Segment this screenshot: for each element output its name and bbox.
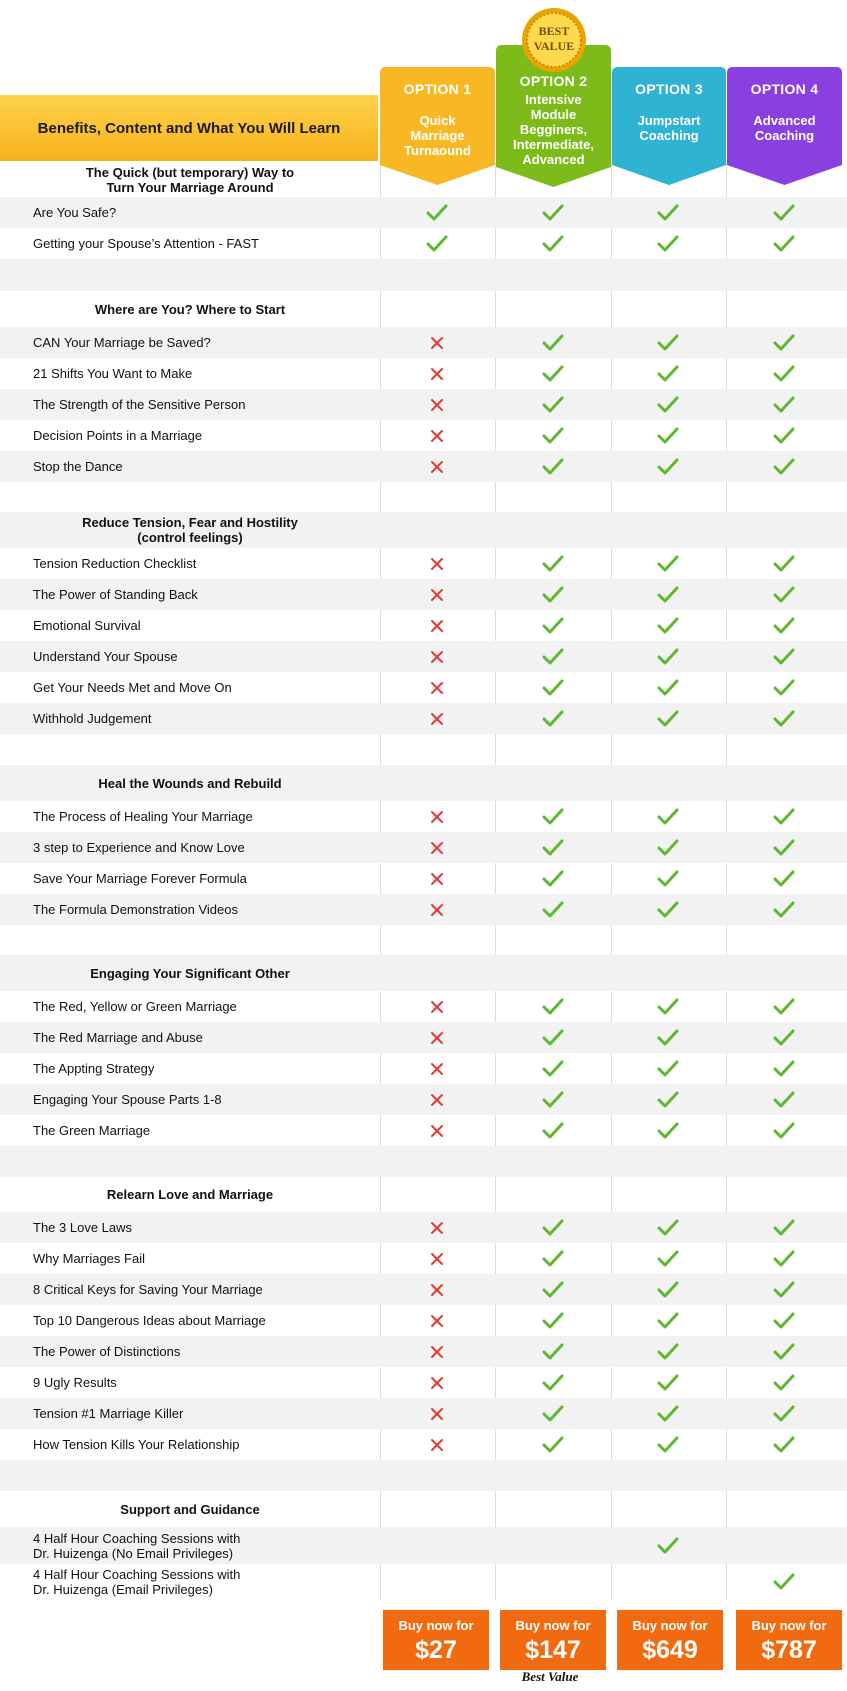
check-icon [523, 801, 583, 832]
label-line: Heal the Wounds and Rebuild [98, 775, 282, 791]
label-line: Turn Your Marriage Around [106, 179, 274, 195]
check-icon [754, 1274, 814, 1305]
buy-option-1-button[interactable] [383, 1610, 489, 1670]
label-line: Stop the Dance [33, 459, 123, 474]
option-title: OPTION 2 [519, 73, 588, 89]
buy-option-2-button[interactable] [500, 1610, 606, 1670]
feature-row [0, 801, 847, 832]
feature-label [33, 451, 123, 482]
label-line: The Quick (but temporary) Way to [85, 164, 295, 180]
label-line: 21 Shifts You Want to Make [33, 366, 193, 381]
feature-label [33, 548, 196, 579]
feature-row [0, 548, 847, 579]
check-icon [638, 1115, 698, 1146]
check-icon [754, 1115, 814, 1146]
best-value-badge [521, 7, 587, 73]
label-line: The Formula Demonstration Videos [33, 902, 238, 917]
check-icon [754, 863, 814, 894]
check-icon [638, 1243, 698, 1274]
feature-row [0, 641, 847, 672]
label-line: The Red, Yellow or Green Marriage [33, 999, 237, 1014]
cross-icon [407, 327, 467, 358]
option-title: OPTION 3 [635, 81, 703, 97]
spacer-row [0, 734, 847, 765]
check-icon [638, 1398, 698, 1429]
feature-row [0, 1022, 847, 1053]
feature-label [33, 672, 232, 703]
cross-icon [407, 389, 467, 420]
check-icon [523, 197, 583, 228]
check-icon [523, 389, 583, 420]
feature-row [0, 1115, 847, 1146]
check-icon [638, 358, 698, 389]
check-icon [638, 801, 698, 832]
check-icon [523, 1212, 583, 1243]
check-icon [638, 863, 698, 894]
check-icon [754, 1053, 814, 1084]
option-title: OPTION 1 [403, 81, 472, 97]
cross-icon [407, 1274, 467, 1305]
buy-label: Buy now for [515, 1618, 591, 1633]
label-line: Dr. Huizenga (Email Privileges) [33, 1582, 213, 1597]
cross-icon [407, 1367, 467, 1398]
check-icon [523, 672, 583, 703]
feature-row [0, 1053, 847, 1084]
feature-label [33, 1022, 203, 1053]
label-line: The Power of Standing Back [33, 587, 198, 602]
check-icon [523, 451, 583, 482]
label-line: Where are You? Where to Start [94, 301, 286, 317]
check-icon [754, 327, 814, 358]
cross-icon [407, 672, 467, 703]
check-icon [754, 1084, 814, 1115]
check-icon [523, 548, 583, 579]
feature-label [33, 894, 238, 925]
label-line: The Power of Distinctions [33, 1344, 181, 1359]
spacer-row [0, 482, 847, 512]
buy-label: Buy now for [398, 1618, 474, 1633]
feature-label [33, 1053, 154, 1084]
label-line: 9 Ugly Results [33, 1375, 117, 1390]
check-icon [523, 579, 583, 610]
check-icon [754, 389, 814, 420]
label-line: Dr. Huizenga (No Email Privileges) [33, 1545, 234, 1561]
check-icon [754, 610, 814, 641]
spacer-row [0, 1146, 847, 1177]
feature-row [0, 1336, 847, 1367]
check-icon [523, 991, 583, 1022]
cross-icon [407, 801, 467, 832]
check-icon [638, 389, 698, 420]
check-icon [523, 1367, 583, 1398]
check-icon [523, 327, 583, 358]
check-icon [523, 1243, 583, 1274]
label-line: Tension #1 Marriage Killer [33, 1406, 184, 1421]
label-line: The Appting Strategy [33, 1061, 155, 1076]
feature-row [0, 610, 847, 641]
check-icon [523, 228, 583, 259]
cross-icon [407, 610, 467, 641]
label-line: How Tension Kills Your Relationship [33, 1437, 240, 1452]
cross-icon [407, 579, 467, 610]
check-icon [638, 1022, 698, 1053]
check-icon [638, 1429, 698, 1460]
feature-row [0, 1429, 847, 1460]
feature-label [33, 832, 245, 863]
label-line: Save Your Marriage Forever Formula [33, 871, 247, 886]
feature-label [33, 991, 237, 1022]
feature-row [0, 451, 847, 482]
cross-icon [407, 451, 467, 482]
feature-row [0, 672, 847, 703]
check-icon [638, 579, 698, 610]
buy-price: $147 [525, 1636, 581, 1664]
check-icon [523, 420, 583, 451]
check-icon [523, 1084, 583, 1115]
check-icon [523, 1305, 583, 1336]
label-line: 4 Half Hour Coaching Sessions with [33, 1567, 241, 1582]
check-icon [638, 641, 698, 672]
option-subtitle-line: Advanced [753, 113, 816, 128]
section-heading-row [0, 765, 847, 801]
section-heading-row [0, 1491, 847, 1527]
feature-row [0, 1084, 847, 1115]
check-icon [638, 327, 698, 358]
section-heading [0, 1491, 380, 1527]
section-heading [0, 512, 380, 548]
label-line: The 3 Love Laws [33, 1220, 133, 1235]
cross-icon [407, 1243, 467, 1274]
check-icon [638, 703, 698, 734]
spacer-row [0, 1460, 847, 1491]
check-icon [754, 1398, 814, 1429]
badge-line-1: BEST [538, 24, 570, 38]
feature-label [33, 1243, 145, 1274]
feature-label [33, 228, 259, 259]
check-icon [754, 197, 814, 228]
check-icon [407, 197, 467, 228]
feature-row [0, 832, 847, 863]
label-line: Why Marriages Fail [33, 1251, 145, 1266]
badge-line-2: VALUE [533, 39, 575, 53]
option-subtitle-line: Coaching [754, 128, 815, 143]
buy-option-4-button[interactable] [736, 1610, 842, 1670]
feature-label [33, 801, 253, 832]
cross-icon [407, 1398, 467, 1429]
check-icon [754, 1564, 814, 1600]
label-line: 4 Half Hour Coaching Sessions with [33, 1530, 241, 1546]
label-line: The Strength of the Sensitive Person [33, 397, 246, 412]
label-line: The Red Marriage and Abuse [33, 1030, 203, 1045]
feature-row [0, 1305, 847, 1336]
feature-label [33, 703, 152, 734]
cross-icon [407, 548, 467, 579]
label-line: Emotional Survival [33, 618, 141, 633]
section-heading-row [0, 1177, 847, 1212]
check-icon [523, 894, 583, 925]
check-icon [638, 894, 698, 925]
header-banner [0, 95, 378, 161]
label-line: Reduce Tension, Fear and Hostility [82, 515, 298, 530]
feature-label [33, 641, 178, 672]
cross-icon [407, 894, 467, 925]
check-icon [638, 1336, 698, 1367]
feature-label [33, 579, 198, 610]
feature-label [33, 1564, 240, 1600]
check-icon [754, 991, 814, 1022]
cross-icon [407, 1022, 467, 1053]
section-heading [0, 1177, 380, 1212]
feature-row [0, 420, 847, 451]
check-icon [754, 703, 814, 734]
check-icon [754, 641, 814, 672]
feature-row [0, 1274, 847, 1305]
cross-icon [407, 1212, 467, 1243]
check-icon [523, 610, 583, 641]
feature-row [0, 863, 847, 894]
feature-row [0, 228, 847, 259]
cross-icon [407, 1429, 467, 1460]
label-line: Withhold Judgement [33, 711, 152, 726]
option-subtitle-line: Jumpstart [637, 113, 701, 128]
check-icon [754, 1212, 814, 1243]
feature-row [0, 1564, 847, 1600]
cross-icon [407, 863, 467, 894]
check-icon [523, 358, 583, 389]
cross-icon [407, 832, 467, 863]
feature-label [33, 1367, 117, 1398]
banner-title: Benefits, Content and What You Will Learn [37, 119, 341, 137]
feature-row [0, 1367, 847, 1398]
check-icon [638, 197, 698, 228]
check-icon [638, 1084, 698, 1115]
feature-row [0, 894, 847, 925]
check-icon [523, 1115, 583, 1146]
label-line: Are You Safe? [33, 205, 117, 220]
check-icon [754, 1429, 814, 1460]
cross-icon [407, 358, 467, 389]
cross-icon [407, 1305, 467, 1336]
feature-label [33, 863, 247, 894]
check-icon [638, 991, 698, 1022]
option-subtitle-line: Module [530, 107, 577, 122]
section-heading [0, 291, 380, 327]
feature-label [33, 1429, 239, 1460]
check-icon [523, 641, 583, 672]
label-line: 8 Critical Keys for Saving Your Marriage [33, 1282, 263, 1297]
label-line: Engaging Your Spouse Parts 1-8 [33, 1092, 222, 1107]
label-line: Getting your Spouse’s Attention - FAST [33, 236, 259, 251]
label-line: Relearn Love and Marriage [106, 1187, 274, 1202]
label-line: (control feelings) [137, 530, 243, 545]
check-icon [754, 1336, 814, 1367]
spacer-row [0, 925, 847, 955]
check-icon [754, 801, 814, 832]
buy-option-3-button[interactable] [617, 1610, 723, 1670]
label-line: 3 step to Experience and Know Love [33, 840, 245, 855]
check-icon [638, 672, 698, 703]
feature-row [0, 1527, 847, 1564]
spacer-row [0, 259, 847, 291]
feature-label [33, 1274, 263, 1305]
feature-row [0, 197, 847, 228]
feature-label [33, 1527, 240, 1564]
check-icon [754, 832, 814, 863]
cross-icon [407, 420, 467, 451]
cross-icon [407, 641, 467, 672]
option-subtitle-line: Marriage [410, 128, 465, 143]
check-icon [638, 610, 698, 641]
check-icon [638, 1305, 698, 1336]
cross-icon [407, 1084, 467, 1115]
check-icon [638, 1212, 698, 1243]
section-heading [0, 955, 380, 991]
check-icon [638, 420, 698, 451]
feature-row [0, 1243, 847, 1274]
check-icon [638, 451, 698, 482]
label-line: Engaging Your Significant Other [90, 965, 290, 981]
section-heading [0, 162, 380, 197]
feature-label [33, 1305, 266, 1336]
feature-row [0, 1212, 847, 1243]
feature-label [33, 358, 192, 389]
feature-label [33, 1115, 150, 1146]
option-subtitle-line: Intermediate, [513, 137, 594, 152]
section-heading-row [0, 512, 847, 548]
check-icon [523, 1022, 583, 1053]
label-line: Support and Guidance [120, 1501, 260, 1517]
label-line: Top 10 Dangerous Ideas about Marriage [33, 1313, 266, 1328]
check-icon [638, 228, 698, 259]
feature-label [33, 1398, 183, 1429]
check-icon [754, 579, 814, 610]
feature-label [33, 1336, 180, 1367]
cross-icon [407, 1053, 467, 1084]
check-icon [754, 228, 814, 259]
label-line: CAN Your Marriage be Saved? [33, 335, 211, 350]
check-icon [754, 1243, 814, 1274]
check-icon [638, 1274, 698, 1305]
check-icon [523, 1274, 583, 1305]
check-icon [754, 894, 814, 925]
option-title: OPTION 4 [750, 81, 819, 97]
check-icon [523, 863, 583, 894]
best-value-caption: Best Value [521, 1669, 579, 1684]
feature-row [0, 579, 847, 610]
check-icon [523, 832, 583, 863]
check-icon [754, 1305, 814, 1336]
check-icon [523, 1429, 583, 1460]
cross-icon [407, 991, 467, 1022]
option-subtitle-line: Intensive [525, 92, 582, 107]
buy-label: Buy now for [632, 1618, 708, 1633]
feature-label [33, 610, 141, 641]
cross-icon [407, 1115, 467, 1146]
check-icon [638, 1527, 698, 1564]
check-icon [754, 1367, 814, 1398]
section-heading-row [0, 291, 847, 327]
feature-row [0, 389, 847, 420]
feature-label [33, 197, 116, 228]
label-line: Get Your Needs Met and Move On [33, 680, 232, 695]
feature-label [33, 1084, 222, 1115]
check-icon [754, 420, 814, 451]
cross-icon [407, 1336, 467, 1367]
buy-label: Buy now for [751, 1618, 827, 1633]
feature-label [33, 420, 202, 451]
check-icon [523, 1053, 583, 1084]
feature-row [0, 1398, 847, 1429]
label-line: Decision Points in a Marriage [33, 428, 203, 443]
buy-price: $27 [415, 1636, 457, 1664]
section-heading [0, 765, 380, 801]
check-icon [754, 358, 814, 389]
check-icon [407, 228, 467, 259]
feature-label [33, 1212, 132, 1243]
check-icon [754, 1022, 814, 1053]
label-line: The Green Marriage [33, 1123, 151, 1138]
cross-icon [407, 703, 467, 734]
option-subtitle-line: Coaching [639, 128, 699, 143]
check-icon [523, 703, 583, 734]
label-line: Understand Your Spouse [33, 649, 178, 664]
check-icon [754, 451, 814, 482]
option-subtitle-line: Advanced [522, 152, 585, 167]
section-heading-row [0, 162, 847, 197]
check-icon [638, 548, 698, 579]
option-subtitle-line: Begginers, [519, 122, 588, 137]
label-line: Tension Reduction Checklist [33, 556, 197, 571]
feature-row [0, 327, 847, 358]
feature-label [33, 327, 211, 358]
feature-row [0, 703, 847, 734]
feature-row [0, 991, 847, 1022]
check-icon [754, 672, 814, 703]
check-icon [523, 1336, 583, 1367]
check-icon [638, 832, 698, 863]
buy-price: $649 [642, 1636, 698, 1664]
check-icon [754, 548, 814, 579]
feature-row [0, 358, 847, 389]
option-subtitle-line: Turnaound [404, 143, 471, 158]
check-icon [638, 1367, 698, 1398]
buy-price: $787 [761, 1636, 817, 1664]
check-icon [638, 1053, 698, 1084]
feature-label [33, 389, 245, 420]
check-icon [523, 1398, 583, 1429]
section-heading-row [0, 955, 847, 991]
label-line: The Process of Healing Your Marriage [33, 809, 253, 824]
option-subtitle-line: Quick [419, 113, 456, 128]
